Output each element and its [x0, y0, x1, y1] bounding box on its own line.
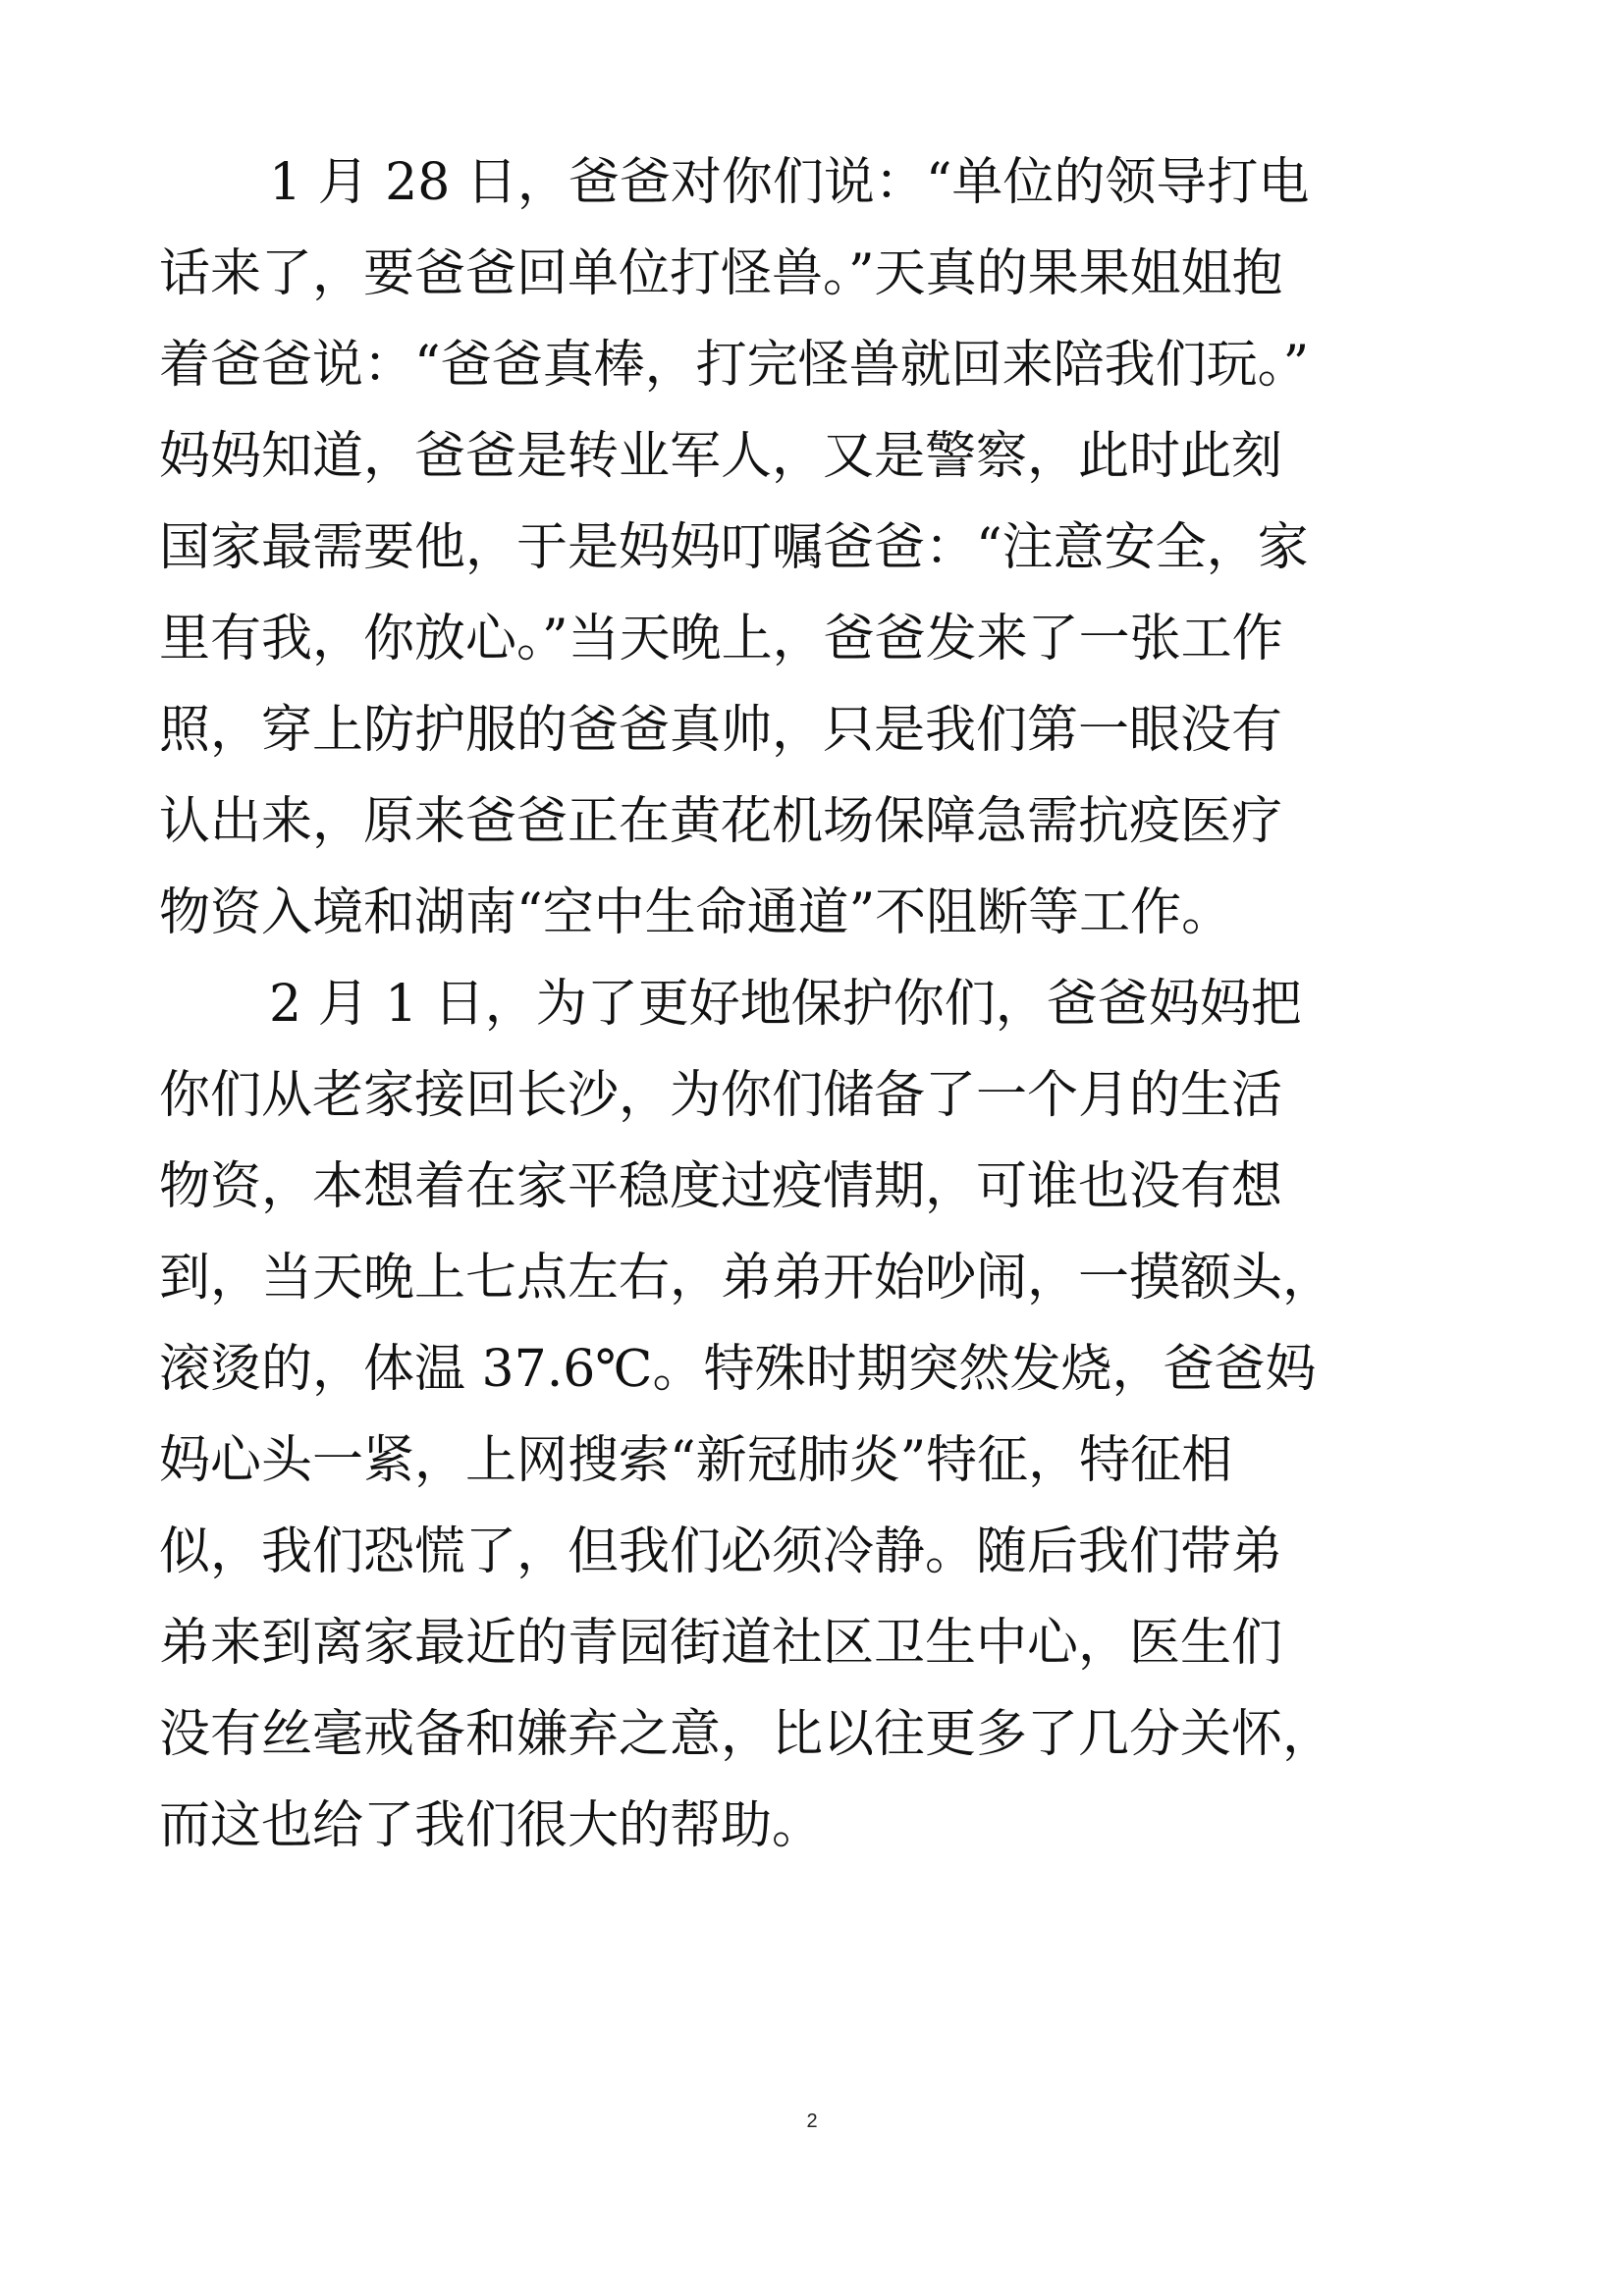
paragraph-1: [159, 137, 1504, 959]
page-number: 2: [806, 2110, 818, 2132]
text-line: 妈妈知道，爸爸是转业军人，又是警察，此时此刻: [159, 427, 1283, 486]
text-line: 里有我，你放心。”当天晚上，爸爸发来了一张工作: [159, 610, 1283, 668]
text-line: 物资，本想着在家平稳度过疫情期，可谁也没有想: [159, 1157, 1283, 1216]
text-line: 而这也给了我们很大的帮助。: [159, 1796, 824, 1855]
text-line: 妈心头一紧，上网搜索“新冠肺炎”特征，特征相: [159, 1431, 1233, 1490]
text-line: 照，穿上防护服的爸爸真帅，只是我们第一眼没有: [159, 701, 1283, 760]
paragraph-2: [159, 959, 1504, 1872]
text-line: 弟来到离家最近的青园街道社区卫生中心，医生们: [159, 1614, 1283, 1673]
text-line: 你们从老家接回长沙，为你们储备了一个月的生活: [159, 1066, 1283, 1125]
text-line: 似，我们恐慌了，但我们必须冷静。随后我们带弟: [159, 1522, 1283, 1581]
text-line: 着爸爸说：“爸爸真棒，打完怪兽就回来陪我们玩。”: [159, 336, 1310, 395]
text-line: 滚烫的，体温 37.6℃。特殊时期突然发烧，爸爸妈: [159, 1340, 1317, 1399]
text-line: 2 月 1 日，为了更好地保护你们，爸爸妈妈把: [269, 975, 1302, 1034]
text-line: 认出来，原来爸爸正在黄花机场保障急需抗疫医疗: [159, 792, 1283, 851]
text-line: 国家最需要他，于是妈妈叮嘱爸爸：“注意安全，家: [159, 518, 1309, 577]
text-line: 物资入境和湖南“空中生命通道”不阻断等工作。: [159, 883, 1233, 942]
text-line: 话来了，要爸爸回单位打怪兽。”天真的果果姐姐抱: [159, 244, 1283, 303]
text-line: 到，当天晚上七点左右，弟弟开始吵闹，一摸额头，: [159, 1249, 1334, 1308]
text-line: 没有丝毫戒备和嫌弃之意，比以往更多了几分关怀，: [159, 1705, 1334, 1764]
document-body: [159, 137, 1504, 1872]
text-line: 1 月 28 日，爸爸对你们说：“单位的领导打电: [269, 153, 1310, 212]
